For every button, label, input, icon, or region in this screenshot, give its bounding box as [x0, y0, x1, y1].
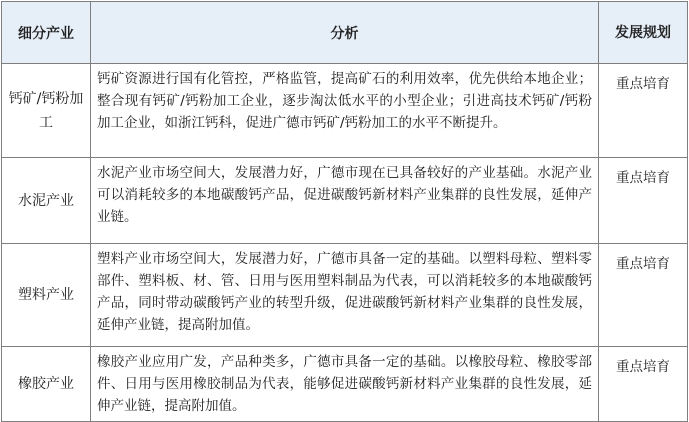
table-row [2, 158, 688, 244]
analysis-cell: 钙矿资源进行国有化管控，严格监管，提高矿石的利用效率，优先供给本地企业；整合现有钙矿/钙粉加工企业，逐步淘汰低水平的小型企业；引进高技术钙矿/钙粉加工企业，如浙江钙科，促进广德市钙矿/钙粉加工的水平不断提升。 [91, 64, 599, 158]
industry-cell: 钙矿/钙粉加工 [2, 64, 91, 158]
header-industry: 细分产业 [2, 2, 91, 64]
plan-cell: 重点培育 [599, 244, 688, 347]
analysis-cell: 水泥产业市场空间大，发展潜力好，广德市现在已具备较好的产业基础。水泥产业可以消耗较多的本地碳酸钙产品，促进碳酸钙新材料产业集群的良性发展，延伸产业链。 [91, 158, 599, 244]
header-analysis: 分析 [91, 2, 599, 64]
analysis-cell: 塑料产业市场空间大，发展潜力好，广德市具备一定的基础。以塑料母粒、塑料零部件、塑料板、材、管、日用与医用塑料制品为代表，可以消耗较多的本地碳酸钙产品，同时带动碳酸钙产业的转型升级，促进碳酸钙新材料产业集群的良性发展，延伸产业链，提高附加值。 [91, 244, 599, 347]
plan-cell: 重点培育 [599, 64, 688, 158]
plan-cell: 重点培育 [599, 158, 688, 244]
table-row [2, 64, 688, 158]
industry-cell: 水泥产业 [2, 158, 91, 244]
header-plan: 发展规划 [599, 2, 688, 64]
industry-cell: 橡胶产业 [2, 347, 91, 422]
table-row [2, 347, 688, 422]
table-row [2, 244, 688, 347]
industry-analysis-table [1, 1, 688, 422]
table-header-row [2, 2, 688, 64]
industry-cell: 塑料产业 [2, 244, 91, 347]
plan-cell: 重点培育 [599, 347, 688, 422]
analysis-cell: 橡胶产业应用广发，产品种类多，广德市具备一定的基础。以橡胶母粒、橡胶零部件、日用与医用橡胶制品为代表，能够促进碳酸钙新材料产业集群的良性发展，延伸产业链，提高附加值。 [91, 347, 599, 422]
